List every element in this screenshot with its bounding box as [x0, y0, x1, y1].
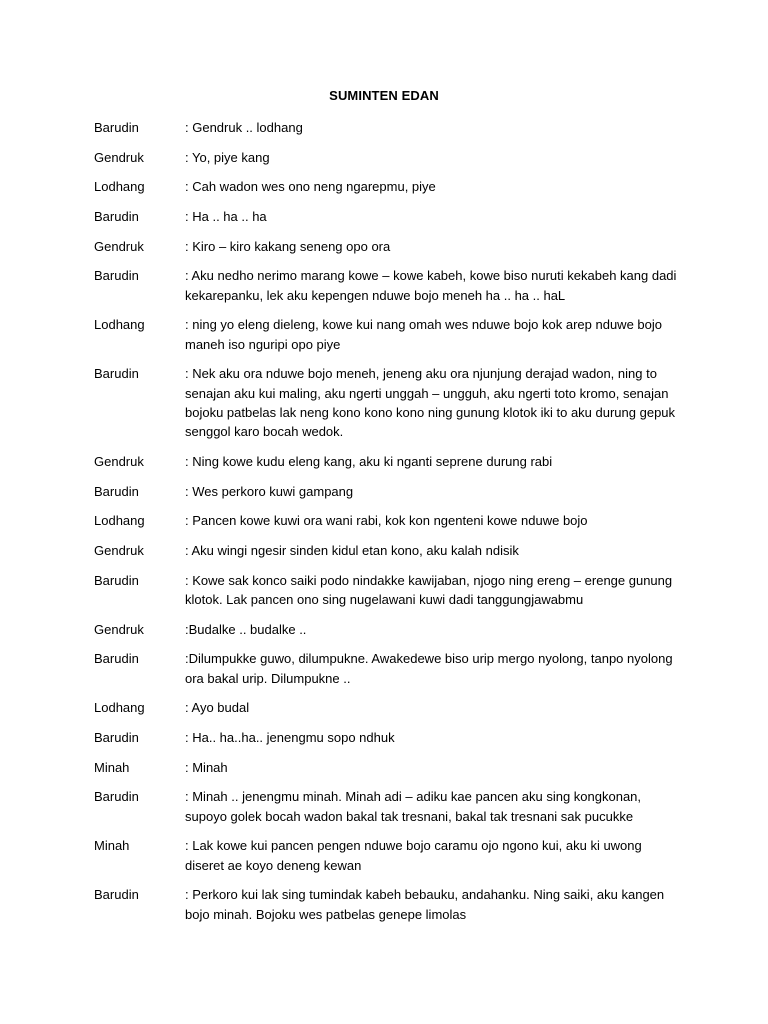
dialogue-row — [94, 541, 694, 560]
speaker-name: Barudin — [94, 887, 139, 903]
speaker-name: Barudin — [94, 120, 139, 135]
dialogue-line: : Kowe sak konco saiki podo nindakke kawijaban, njogo ning ereng – erenge gunung klotok. Lak pancen ono sing nugelawani kuwi dadi tanggungjawabmu — [185, 572, 673, 608]
dialogue-line: : Minah — [185, 759, 228, 775]
speaker-name: Gendruk — [94, 453, 144, 469]
speaker-name: Minah — [94, 838, 130, 854]
dialogue-line: : Pancen kowe kuwi ora wani rabi, kok kon ngenteni kowe nduwe bojo — [185, 513, 588, 529]
dialogue-line: : Perkoro kui lak sing tumindak kabeh bebauku, andahanku. Ning saiki, aku kangen bojo minah. Bojoku wes patbelas genepe limolas — [185, 887, 665, 922]
dialogue-list — [94, 118, 694, 934]
speaker-name: Lodhang — [94, 513, 145, 529]
speaker-name: Barudin — [94, 572, 139, 588]
dialogue-line: : Ha .. ha .. ha — [185, 209, 267, 225]
dialogue-line: :Budalke .. budalke .. — [185, 621, 307, 637]
dialogue-row — [94, 728, 694, 747]
dialogue-line: : Ning kowe kudu eleng kang, aku ki nganti seprene durung rabi — [185, 453, 553, 469]
dialogue-row — [94, 649, 694, 688]
dialogue-line: : Ha.. ha..ha.. jenengmu sopo ndhuk — [185, 730, 395, 746]
dialogue-line: : Ayo budal — [185, 700, 250, 716]
document-title: SUMINTEN EDAN — [329, 88, 439, 103]
speaker-name: Barudin — [94, 651, 139, 667]
dialogue-row — [94, 620, 694, 639]
dialogue-line: : Cah wadon wes ono neng ngarepmu, piye — [185, 179, 436, 195]
dialogue-row — [94, 698, 694, 717]
dialogue-row — [94, 148, 694, 167]
speaker-name: Gendruk — [94, 238, 144, 254]
dialogue-row — [94, 482, 694, 501]
dialogue-line: :Dilumpukke guwo, dilumpukne. Awakedewe biso urip mergo nyolong, tanpo nyolong ora bakal urip. Dilumpukne .. — [185, 651, 673, 686]
dialogue-row — [94, 364, 694, 441]
speaker-name: Lodhang — [94, 700, 145, 716]
speaker-name: Lodhang — [94, 179, 145, 195]
speaker-name: Gendruk — [94, 149, 144, 165]
speaker-name: Barudin — [94, 209, 139, 225]
dialogue-row — [94, 452, 694, 471]
dialogue-line: : Minah .. jenengmu minah. Minah adi – adiku kae pancen aku sing kongkonan, supoyo golek bocah wadon bakal tak tresnani, bakal tak tresnani sak pucukke — [185, 789, 642, 824]
dialogue-row — [94, 177, 694, 196]
speaker-name: Barudin — [94, 483, 139, 499]
dialogue-line: : Aku nedho nerimo marang kowe – kowe kabeh, kowe biso nuruti kekabeh kang dadi kekarepanku, lek aku kepengen nduwe bojo meneh ha .. ha .. haL — [185, 268, 677, 303]
speaker-name: Barudin — [94, 268, 139, 284]
dialogue-line: : Wes perkoro kuwi gampang — [185, 483, 354, 499]
dialogue-line: : ning yo eleng dieleng, kowe kui nang omah wes nduwe bojo kok arep nduwe bojo maneh iso nguripi opo piye — [185, 317, 662, 352]
dialogue-line: : Yo, piye kang — [185, 149, 270, 165]
dialogue-row — [94, 118, 694, 137]
speaker-name: Lodhang — [94, 317, 145, 333]
dialogue-row — [94, 266, 694, 305]
dialogue-row — [94, 836, 694, 875]
dialogue-line: : Gendruk .. lodhang — [185, 120, 303, 135]
dialogue-row — [94, 207, 694, 226]
dialogue-row — [94, 315, 694, 354]
dialogue-line: : Aku wingi ngesir sinden kidul etan kono, aku kalah ndisik — [185, 543, 519, 559]
dialogue-row — [94, 571, 694, 610]
dialogue-line: : Kiro – kiro kakang seneng opo ora — [185, 238, 391, 254]
dialogue-row — [94, 237, 694, 256]
dialogue-line: : Nek aku ora nduwe bojo meneh, jeneng aku ora njunjung derajad wadon, ning to senajan aku kui maling, aku ngerti unggah – ungguh, aku ngerti toto kromo, senajan bojoku patbelas lak neng kono kono kono ning gunung klotok iki to aku durung gepuk senggol karo bocah wedok. — [185, 366, 676, 440]
speaker-name: Minah — [94, 759, 130, 775]
speaker-name: Gendruk — [94, 543, 144, 559]
dialogue-row — [94, 758, 694, 777]
speaker-name: Barudin — [94, 789, 139, 805]
dialogue-line: : Lak kowe kui pancen pengen nduwe bojo caramu ojo ngono kui, aku ki uwong diseret ae koyo deneng kewan — [185, 838, 642, 873]
dialogue-row — [94, 511, 694, 530]
dialogue-row — [94, 787, 694, 826]
speaker-name: Barudin — [94, 366, 139, 382]
speaker-name: Gendruk — [94, 621, 144, 637]
dialogue-row — [94, 885, 694, 924]
speaker-name: Barudin — [94, 730, 139, 746]
